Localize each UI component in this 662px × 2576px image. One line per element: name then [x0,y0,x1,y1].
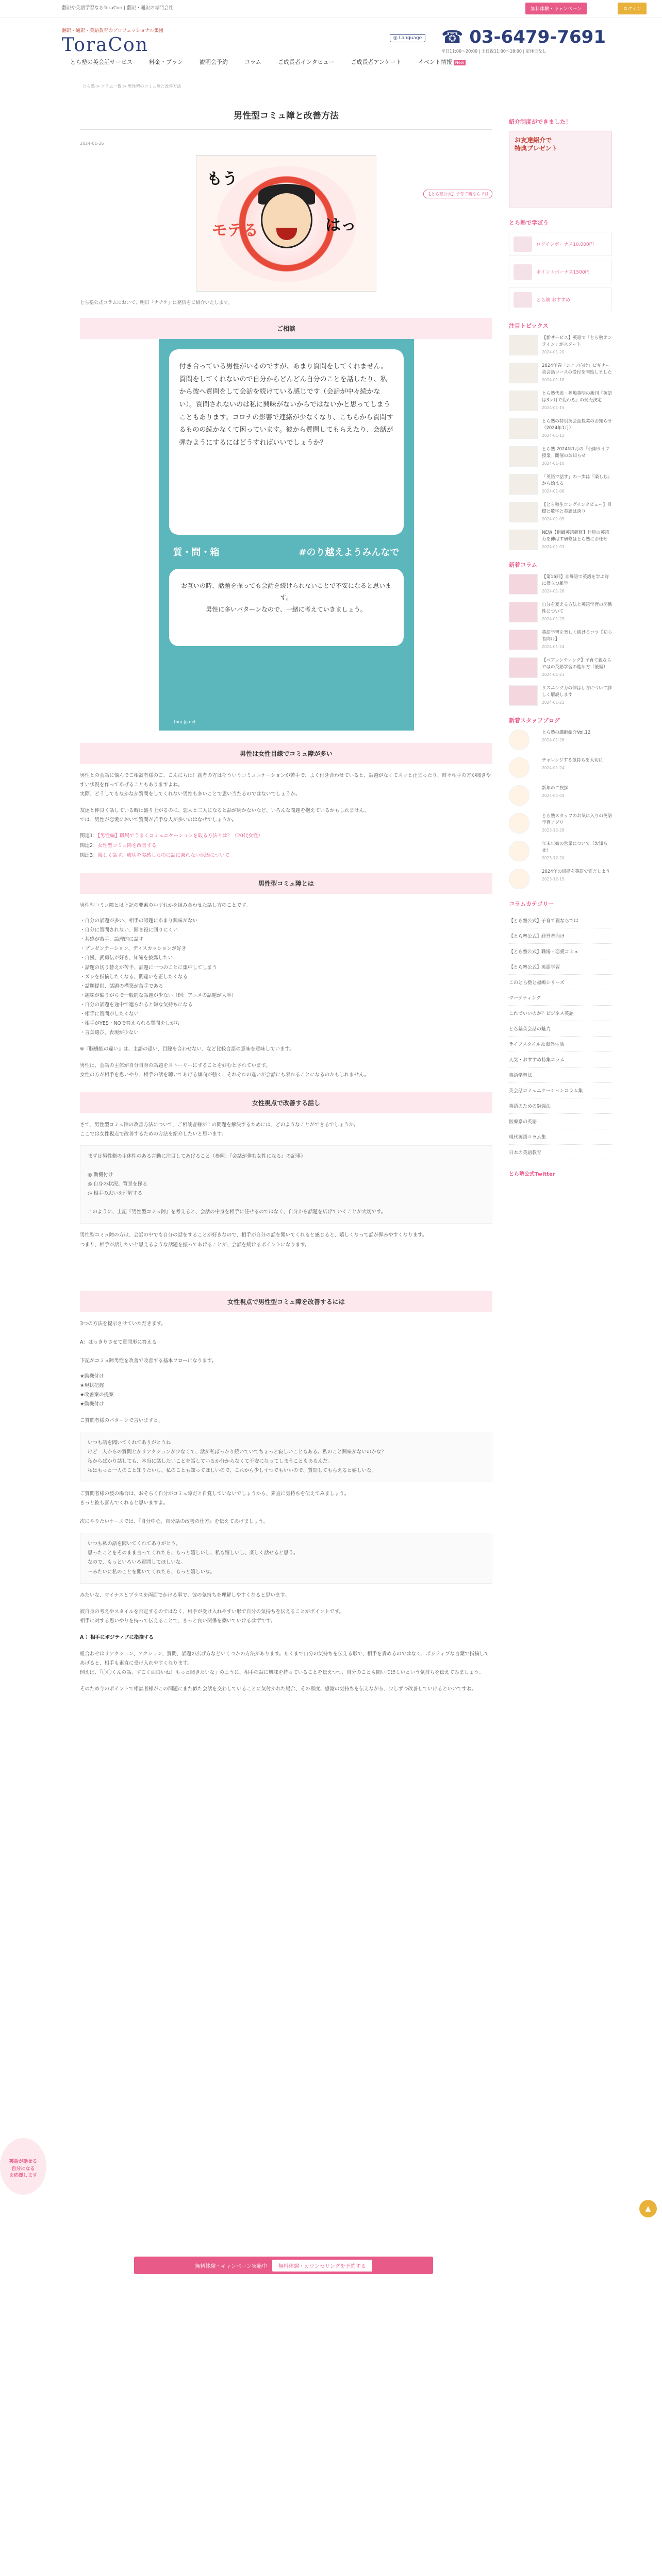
topic-item[interactable] [509,446,612,467]
category-link[interactable]: 英語学習法 [509,1067,612,1083]
hero-word-1: もう [207,170,238,188]
trait-list: ・自分の話題が多い、相手の話題にあまり興味がない ・自分に質問されない、聞き役に回りにくい ・共感が苦手、論理的に話す ・プレゼンテーション、ディスカッションが好き ・自慢、武勇伝が好き、知識を披露したい ・話題の切り替えが苦手、話題に一つのことに集中してしまう ・ズレを指摘したくなる、間違いを正したくなる ・話題提供、話題の構築が苦手である ・趣味が偏りがちで一般的な話題が少ない（例：アニメの話題が大半） ・自分の話題を途中で遮られると嫌な気持ちになる ・相手に質問がしたくない ・相手がYES・NOで答えられる質問をしがち ・言葉選び、表現が少ない [80,918,237,1036]
sidebar-heading: とら塾で学ぼう [509,219,549,226]
paragraph: 友達と仲良く話している時は盛り上がるのに、恋人と二人になると話が続かないなど、いろんな問題を抱えているかもしれません。 では、男性が恋愛において質問が苦手な人が多いのはなぜでしょうか。 [80,808,370,823]
blog-title: 2024年の目標を英語で宣言しよう [542,869,610,874]
category-link[interactable]: 【とら塾公式】職場・恋愛コミュ [509,944,612,959]
nav-item-services[interactable]: とら塾の英会話サービス [70,59,133,65]
blog-item[interactable] [509,785,612,806]
language-label: Language [399,36,422,41]
example-quote-2: いつも私の話を聞いてくれてありがとう。 思ったことをそのまま言ってくれたら、もっと嬉しいし、私も嬉しいし、楽しく話せると思う。 なので、もっといろいろ質問してほしいな。 〜みたいに私のことを聞いてくれたら、もっと嬉しいな。 [80,1533,492,1583]
column-item[interactable] [509,657,612,678]
main-nav [62,58,474,66]
topic-date: 2024-01-05 [542,516,565,521]
hero-word-3: はっ [325,216,356,234]
topic-date: 2024-01-10 [542,461,565,466]
page-title: 男性型コミュ障と改善方法 [80,108,492,130]
sidebar-heading: 新着スタッフブログ [509,717,560,724]
column-date: 2024-01-23 [542,672,565,677]
column-date: 2024-01-24 [542,644,565,649]
section-heading-3: 女性視点で改善する話し [80,1092,492,1113]
hero-caption: とら塾公式コラムにおいて、明日「ナチケ」に発信をご紹介いたします。 [80,300,233,306]
category-link[interactable]: 【とら塾公式】英語学習 [509,959,612,975]
business-hours: 平日11:00〜20:00 | 土日祝11:00〜18:00 | 定休日なし [441,49,547,54]
site-logo[interactable] [62,27,165,56]
blog-title: 新年のご挨拶 [542,786,569,791]
nav-item-events[interactable] [410,58,474,66]
category-link[interactable]: 医療系の英語 [509,1114,612,1129]
topic-item[interactable] [509,530,612,550]
topic-item[interactable] [509,335,612,355]
related-link-2[interactable] [80,841,492,851]
topic-date: 2024-01-08 [542,488,565,494]
logo-name: ToraCon [62,35,148,56]
referral-text: お友達紹介で 特典プレゼント [515,137,558,152]
blog-date: 2023-12-20 [542,855,565,860]
category-link[interactable]: 日本の英語教育 [509,1145,612,1160]
column-date: 2024-01-26 [542,588,565,594]
cta-bar[interactable] [134,2257,433,2274]
flow-list: ★動機付け ★現状把握 ★改善案の提案 ★動機付け [80,1373,114,1407]
column-thumbnail [509,657,538,678]
section-heading-2: 男性型コミュ障とは [80,873,492,894]
topic-thumbnail [509,530,538,550]
related-links [80,831,492,860]
blog-title: 年末年始の営業について（お知らせ） [542,841,608,853]
paragraph: 彼自身の考えやスタイルを否定するのではなく、相手が受け入れやすい形で自分の気持ちを伝えることがポイントです。 相手に対する思いやりを持って伝えることで、きっと良い関係を築いていけるはずです。 [80,1608,344,1624]
quote-box: まずは男性側の主体性のある言動に注目してあげること（参照：『会話が弾む女性になる』の記事） ◎ 動機付け ◎ 自身の状況、背景を探る ◎ 相手の思いを理解する このように、上記『男性型コミュ障』を考えると、会話の中身を相手に任せるのではなく、自分から話題を広げていくことが大切です。 [80,1145,492,1224]
link-text[interactable]: 女性型コミュ障を改善する [97,843,157,849]
category-link[interactable]: 英語のための勉強法 [509,1098,612,1114]
category-tag[interactable]: 【とら塾公式】子育て親ならでは [423,190,492,198]
section-heading-consult: ご相談 [80,318,492,339]
publish-date: 2024-01-26 [80,141,104,146]
category-link[interactable]: 英会話コミュニケーションコラム集 [509,1083,612,1098]
topic-item[interactable] [509,363,612,383]
paragraph: ご質問者様のパターンで言いますと、 [80,1417,163,1423]
twitter-link[interactable]: とら塾公式Twitter [509,1172,555,1177]
column-thumbnail [509,574,538,595]
category-link[interactable]: 【とら塾公式】子育て親ならでは [509,913,612,928]
blog-item[interactable] [509,730,612,750]
ad-banner-1[interactable]: ログインボーナス10,000円 [509,232,612,256]
breadcrumb[interactable]: とら塾 > コラム一覧 > 男性型のコミュ障と改善方法 [82,84,181,89]
column-title: リスニング力の伸ばし方について詳しく解説します [542,686,612,698]
nav-item-survey[interactable]: ご成長者アンケート [351,59,402,65]
paragraph: 男性は、会話の主体が自分自身の話題をストーリーにすることを好むとされています。 女性の方が相手を思いやり、相手の話を聴いてあげる傾向が強く、それぞれの違いが会話にも表れることになるのかもしれません。 [80,1062,369,1078]
category-link[interactable]: これでいいのか？ビジネス英語 [509,1006,612,1021]
note: ※『脳機能の違い』は、主語の違い、目線を合わせない、など比較言語の意味を意味しています。 [80,1046,294,1052]
blog-date: 2023-12-15 [542,876,565,882]
topic-date: 2024-01-20 [542,349,565,354]
column-title: 自分を変える方法と英語学習の関係性について [542,602,613,614]
new-badge: New [454,60,466,65]
nav-item-pricing[interactable]: 料金・プラン [149,59,183,65]
category-link[interactable]: ライフスタイル＆海外生活 [509,1037,612,1052]
paragraph: さて、男性型コミュ障の改善方法について、ご相談者様がこの問題を解決するためには、どのようなことができるでしょうか。 ここでは女性視点で改善するための方法を紹介したいと思います。 [80,1122,359,1138]
promo-button[interactable]: 無料体験・キャンペーン [525,3,587,14]
login-button[interactable]: ログイン [618,3,647,14]
topic-date: 2024-01-03 [542,544,565,549]
topic-date: 2024-01-15 [542,405,565,410]
bear-avatar-icon [509,813,529,834]
question-banner [169,535,404,569]
question-box-label: 質・問・箱 [173,547,220,558]
topic-date: 2024-01-18 [542,377,565,382]
nav-events-label: イベント情報 [418,59,452,65]
topic-title: とら塾代表・福嶋英明の新刊『英語は3ヶ月で変わる』の発売決定 [542,391,613,403]
blog-date: 2024-01-04 [542,793,565,798]
hero-illustration [196,155,376,292]
column-thumbnail [509,685,538,706]
sidebar-heading: コラムカテゴリー [509,901,554,907]
paragraph: みたいな、マイナスとプラスを両面でかける事で、彼の気持ちを理解しやすくなると思います。 [80,1592,290,1598]
blog-date: 2024-01-26 [542,737,565,742]
referral-banner[interactable] [509,131,612,208]
topic-item[interactable] [509,391,612,411]
globe-icon: ◎ [393,36,399,41]
blog-item[interactable] [509,757,612,778]
cta-text: 無料体験・キャンペーン実施中 [195,2263,267,2269]
column-thumbnail [509,602,538,622]
category-link[interactable]: 現代英語コラム集 [509,1129,612,1145]
column-thumbnail [509,630,538,650]
arrow-up-icon: ▲ [645,2205,651,2213]
blog-title: とら塾の講師紹介Vol.12 [542,730,591,735]
topic-thumbnail [509,363,538,383]
tagline: 翻訳や英語学習ならToraCon | 翻訳・通訳の専門会社 [62,6,173,11]
topic-thumbnail [509,474,538,495]
section-heading-4: 女性視点で男性型コミュ障を改善するには [80,1291,492,1312]
blog-title: チャレンジする気持ちを大切に [542,758,603,763]
link-label: 関連3： [80,853,98,859]
blog-date: 2024-01-24 [542,765,565,770]
ad-banner-3[interactable]: とら塾 おすすめ [509,287,612,311]
category-link[interactable]: とら塾英会話の魅力 [509,1021,612,1037]
topic-item[interactable] [509,474,612,495]
topic-title: とら塾 2024年1月の「公開ライブ授業」開催のお知らせ [542,447,610,459]
column-item[interactable] [509,630,612,650]
related-link-1[interactable] [80,831,492,841]
bear-avatar-icon [509,841,529,861]
related-link-3[interactable] [80,851,492,860]
question-card: 付き合っている男性がいるのですが、あまり質問をしてくれません。質問をしてくれないので自分からどんどん自分のことを話したり、私から彼へ質問をして会話を続けている感じです（会話が中々続かない）。質問されないのは私に興味がないからではないかと思ってしまうこともあります。コロナの影響で連絡が少なくなり、こちらから質問するものの続かなくて困っています。彼から質問してもらえたり、会話が弾むようにするにはどうすればいいでしょうか？ [169,349,404,535]
link-label: 関連2： [80,843,98,849]
topic-thumbnail [509,502,538,522]
nav-item-column[interactable]: コラム [244,59,261,65]
column-title: 【ペアレンティング】子育て親ならではの英語学習の進め方（後編） [542,658,611,670]
article-main [80,93,492,1694]
topic-title: 【とら塾生ロングインタビュー】目標と数字と英語は誇り [542,502,612,514]
topic-title: 「英語で話す」の一歩は『楽しむ』から始まる [542,474,613,486]
nav-item-briefing[interactable]: 説明会予約 [200,59,228,65]
language-button[interactable] [390,34,425,42]
blog-item[interactable] [509,841,612,861]
topic-title: NEW【組織英語研修】社員の英語力を伸ばす研修はとら塾にお任せ [542,530,609,542]
sidebar-heading: 注目トピックス [509,323,549,329]
example-quote: いつも話を聞いてくれてありがとうね けど一人からの質問とかリアクションが少なくて、話が私ばっかり続いていてちょっと寂しいこともある。私のこと興味がないのかな？ 私からばかり話しても、本当に話したいことを話しているか分からなくて不安になってしまうこともあるんだ。 私はもっと一人のこと知りたいし、私のことも知ってほしいので、これから少しずつでもいいので、質問してもらえると嬉しいな。 [80,1432,492,1482]
blog-date: 2023-12-28 [542,827,565,833]
paragraph: そのため今のポイントで相談者様がこの問題にまた似た会話を交わしていることに気付かれた場合、その都度、感謝の気持ちを伝えながら、少しずつ改善していけるといいですね。 [80,1686,477,1692]
phone-block [441,27,606,54]
scroll-top-button[interactable] [639,2200,657,2217]
floating-banner[interactable]: 英語が話せる 自分になる を応援します [0,2138,46,2195]
paragraph: 組合わせはリアクション、アクション、質問、話題の広げ方などいくつかの方法があります。あくまで自分の気持ちを伝える形で、相手を責めるのではなく、ポジティブな言葉で指摘してあげると、相手も素直に受け入れやすくなります。 例えば、「〇〇くんの話、すごく面白いね！もっと聞きたいな」のように、相手の話に興味を持っていることを伝えつつ、自分のことも聞いてほしいという気持ちを伝えてみましょう。 [80,1651,489,1675]
category-link[interactable]: 人気・おすすめ特集コラム [509,1052,612,1067]
hero-word-2: モテる [212,222,258,240]
subheading: A ）相手にポジティブに指摘する [80,1634,154,1640]
column-item[interactable] [509,574,612,595]
ad-banner-2[interactable]: ポイントボーナス1500円 [509,260,612,283]
sidebar-heading: 紹介制度ができました！ [509,118,571,125]
blog-title: とら塾スタッフのお気に入りの英語学習アプリ [542,814,613,825]
column-title: 英語学習を楽しく続けるコツ【初心者向け】 [542,630,613,642]
column-title: 【第16回】非母語で英語を学ぶ時に役立つ雑学 [542,574,609,586]
phone-icon: ☎ [441,27,470,47]
sidebar-heading: 新着コラム [509,562,537,568]
category-link[interactable]: マーケティング [509,990,612,1006]
section-heading-1: 男性は女性目線でコミュ障が多い [80,743,492,764]
topic-thumbnail [509,446,538,467]
bear-avatar-icon [509,730,529,750]
category-link[interactable]: 【とら塾公式】経営者向け [509,928,612,944]
topic-item[interactable] [509,418,612,439]
link-text[interactable]: 楽しく話す、成功を実感したのに話に乗れない原因について [97,853,230,859]
bear-avatar-icon [509,785,529,806]
topic-item[interactable] [509,502,612,522]
column-date: 2024-01-22 [542,700,565,705]
bear-avatar-icon [509,757,529,778]
topic-title: 2024年春「シニア向け」ビギナー英会話コースの受付を開始しました [542,363,612,375]
question-image [159,339,414,731]
phone-number[interactable] [441,27,606,47]
paragraph: 3つの方法を提示させていただきます。 A：はっきりさせて質問形に答える 下記がコミュ障男性を改善で改善する基本フローになります。 [80,1320,217,1364]
link-label: 関連1： [80,833,98,839]
nav-item-interview[interactable]: ご成長者インタビュー [277,59,335,65]
link-text[interactable]: 【男性編】職場でうまくコミュニケーションを取る方法とは？（20代女性） [97,833,263,839]
topic-title: 【新サービス】英語で「とら塾オンライン」がスタート [542,335,613,347]
paragraph: 男性型コミュ障の方は、会話の中でも自分の話をすることが好きなので、相手が自分の話を聞いてくれると感じると、嬉しくなって話が弾みやすくなります。 つまり、相手が話したいと思えるような話題を振ってあげることが、会話を続けるポイントになります。 [80,1232,427,1248]
logo-subtitle: 翻訳・通訳・英語教育のプロフェッショナル集団 [62,28,163,33]
image-source: tora-jp.net [174,720,196,724]
blog-item[interactable] [509,813,612,834]
site-header [0,18,662,71]
bear-avatar-icon [509,869,529,889]
topic-title: とら塾の特別英会話授業のお知らせ（2024年1月） [542,419,612,431]
paragraph: ご質問者様の彼の場合は、おそらく自分がコミュ障だと自覚していないでしょうから、素直に気持ちを伝えてみましょう。 きっと彼も喜んでくれると思いますよ。 次にやりたいケースでは、『自分中心、自分話の改善の仕方』を伝えてあげましょう。 [80,1491,350,1525]
topic-date: 2024-01-12 [542,433,565,438]
hashtag-label: #のり越えようみんなで [299,547,400,558]
column-date: 2024-01-25 [542,616,565,621]
column-item[interactable] [509,685,612,706]
answer-card: お互いの時、話題を探っても会話を続けられないことで不安になると思います。 男性に多いパターンなので、一緒に考えていきましょう。 [169,569,404,646]
cta-button[interactable]: 無料体験・カウンセリングを予約する [272,2260,372,2272]
topic-thumbnail [509,391,538,411]
paragraph: 男性型コミュ障とは下記の要素のいずれかを組み合わせた話し方のことです。 [80,903,251,909]
category-link[interactable]: このとら塾と福嶋シリーズ [509,975,612,990]
sidebar [509,117,612,1177]
top-bar [0,0,662,18]
paragraph: 男性との会話に悩んでご相談者様のご、こんにちは！就者の方はそういうコミュニケーションが苦手で、よく付き合わせていると、話題がなくてスッと止まったり、時々相手の方が聞きやすい状況を作ってあげることもありますよね。 実際、どうしてもなかなか質問をしてくれない男性も多いことで思い当たるのではないでしょうか。 [80,773,491,798]
phone-text: 03-6479-7691 [469,27,606,47]
blog-item[interactable] [509,869,612,889]
column-item[interactable] [509,602,612,622]
topic-thumbnail [509,335,538,355]
topic-thumbnail [509,418,538,439]
